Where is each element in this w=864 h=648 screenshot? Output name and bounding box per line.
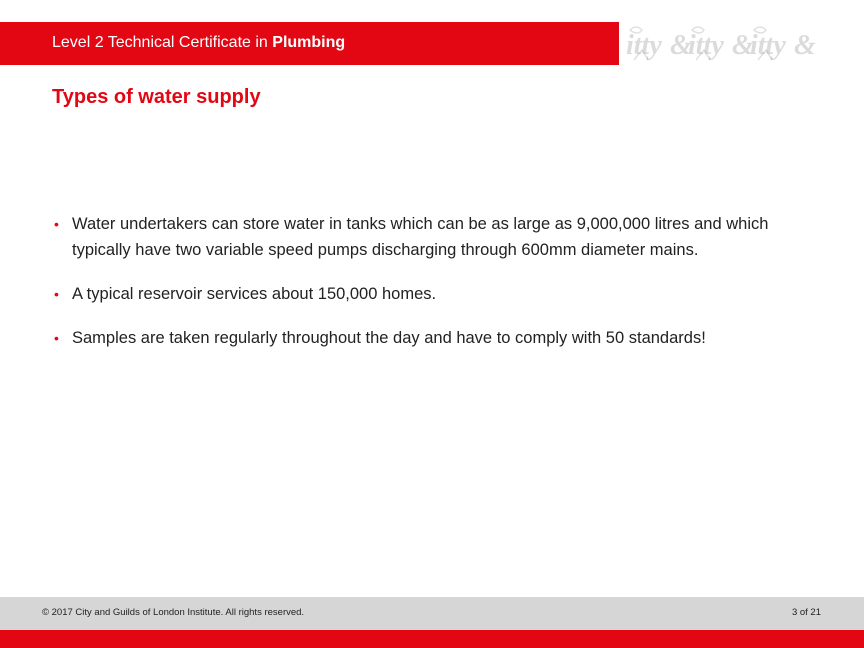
svg-text:itty: itty [750,30,786,61]
bullet-list [54,211,824,369]
svg-text:&: & [732,30,754,61]
bullet-item [54,211,824,263]
bullet-text: Samples are taken regularly throughout the day and have to comply with 50 standards! [72,329,706,347]
svg-text:&: & [794,30,816,61]
bullet-text: A typical reservoir services about 150,000 homes. [72,285,437,303]
bullet-dot-icon: • [54,286,59,302]
slide-title: Types of water supply [52,86,261,108]
city-and-guilds-logo-icon [624,22,822,65]
header-bar [0,22,619,65]
svg-text:&: & [670,30,692,61]
copyright-notice: © 2017 City and Guilds of London Institute. All rights reserved. [42,607,305,618]
bullet-dot-icon: • [54,330,59,346]
svg-text:itty: itty [688,30,724,61]
bullet-dot-icon: • [54,216,59,232]
bullet-item [54,325,824,351]
course-title [52,34,345,52]
footer-bar [0,597,864,630]
page-indicator: 3 of 21 [791,607,821,618]
svg-text:itty: itty [626,30,662,61]
bullet-text: Water undertakers can store water in tanks which can be as large as 9,000,000 litres and which typically have two variable speed pumps discharging through 600mm diameter mains. [72,215,769,259]
course-title-prefix: Level 2 Technical Certificate in [52,34,273,51]
course-title-subject: Plumbing [272,34,346,51]
bottom-brand-strip [0,630,864,648]
bullet-item [54,281,824,307]
city-and-guilds-logo [624,22,822,65]
